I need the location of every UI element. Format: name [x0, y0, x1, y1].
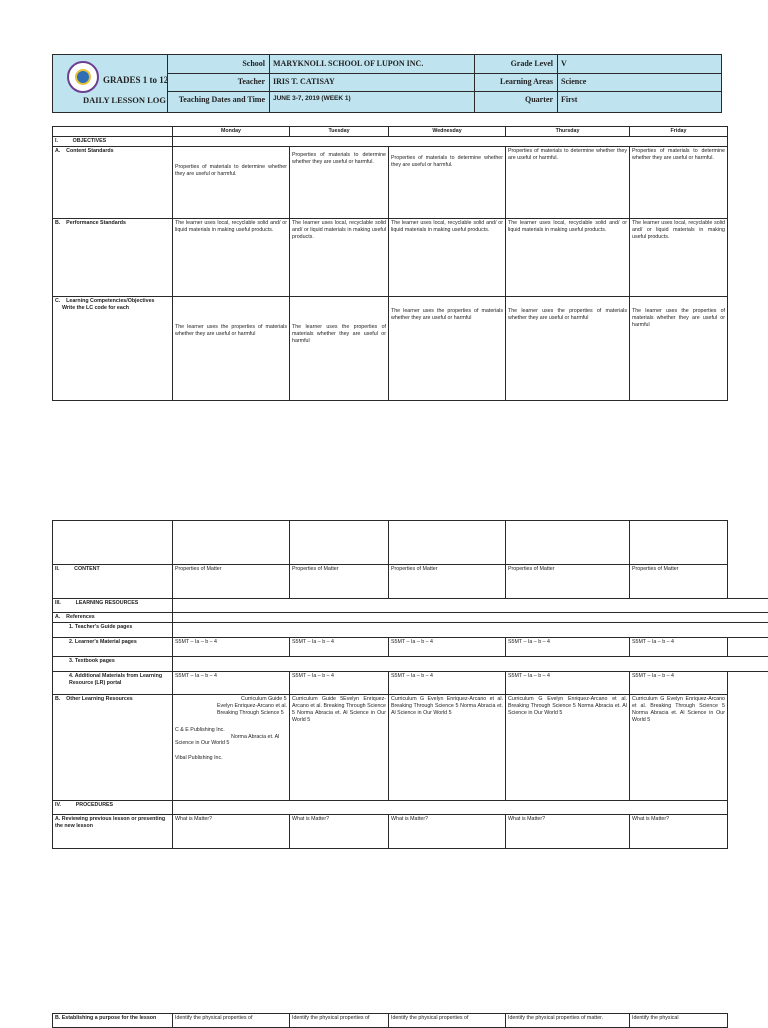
other-resources-cell: Curriculum G Evelyn Enriquez-Arcano et al. Breaking Through Science 5 Norma Abracia et. Al Science in Our World 5 [389, 695, 506, 801]
textbook-label: 3. Textbook pages [53, 657, 173, 672]
other-resources-cell: Curriculum G Evelyn Enriquez-Arcano et al. Breaking Through Science 5 Norma Abracia et. Al Science in Our World 5 [506, 695, 630, 801]
performance-standards-cell: The learner uses local, recyclable solid and/ or liquid materials in making useful products. [173, 218, 290, 296]
additional-materials-cell: S5MT – Ia – b – 4 [290, 672, 389, 695]
content-standards-label: A. Content Standards [53, 146, 173, 218]
other-resources-cell: Curriculum Guide 5 Evelyn Enriquez-Arcano et al. Breaking Through Science 5 C & E Publishing Inc. Norma Abracia et. Al Science in Our World 5 Vibal Publishing Inc. [173, 695, 290, 801]
learning-competencies-cell: The learner uses the properties of materials whether they are useful or harmful [630, 296, 728, 400]
reviewing-lesson-cell: What is Matter? [173, 815, 290, 849]
learners-material-cell: S5MT – Ia – b – 4 [290, 638, 389, 657]
content-standards-cell: Properties of materials to determine whether they are useful or harmful. [290, 146, 389, 218]
school-label: School [167, 59, 265, 68]
learners-material-cell: S5MT – Ia – b – 4 [630, 638, 728, 657]
learning-areas-label: Learning Areas [474, 77, 553, 86]
content-cell: Properties of Matter [506, 565, 630, 599]
blank-cell [173, 521, 290, 565]
content-standards-cell: Properties of materials to determine whether they are useful or harmful. [630, 146, 728, 218]
school-value: MARYKNOLL SCHOOL OF LUPON INC. [273, 59, 423, 68]
establishing-purpose-cell: Identify the physical properties of [389, 1014, 506, 1028]
content-cell: Properties of Matter [290, 565, 389, 599]
learning-competencies-cell: The learner uses the properties of materials whether they are useful or harmful [173, 296, 290, 400]
learners-material-cell: S5MT – Ia – b – 4 [173, 638, 290, 657]
reviewing-lesson-cell: What is Matter? [290, 815, 389, 849]
establishing-purpose-label: B. Establishing a purpose for the lesson [53, 1014, 173, 1028]
learners-material-cell: S5MT – Ia – b – 4 [389, 638, 506, 657]
deped-seal-icon [67, 61, 99, 93]
reviewing-lesson-label: A. Reviewing previous lesson or presenting the new lesson [53, 815, 173, 849]
content-section-title: II. CONTENT [53, 565, 173, 599]
establishing-purpose-cell: Identify the physical [630, 1014, 728, 1028]
additional-materials-cell: S5MT – Ia – b – 4 [173, 672, 290, 695]
teacher-value: IRIS T. CATISAY [273, 77, 335, 86]
learning-areas-value: Science [561, 77, 586, 86]
other-resources-cell: Curriculum G Evelyn Enriquez-Arcano et al. Breaking Through Science 5 Norma Abracia et. Al Science in Our World 5 [630, 695, 728, 801]
blank-cell [728, 565, 768, 599]
additional-materials-label: 4. Additional Materials from Learning Resource (LR) portal [53, 672, 173, 695]
establishing-purpose-cell: Identify the physical properties of matter. [506, 1014, 630, 1028]
performance-standards-cell: The learner uses local, recyclable solid and/ or liquid materials in making useful products. [506, 218, 630, 296]
content-standards-cell: Properties of materials to determine whether they are useful or harmful. [173, 146, 290, 218]
performance-standards-cell: The learner uses local, recyclable solid and/ or liquid materials in making useful products. [389, 218, 506, 296]
references-blank [173, 613, 768, 623]
teaching-dates-label: Teaching Dates and Time [167, 95, 265, 104]
teaching-dates-value: JUNE 3-7, 2019 (WEEK 1) [273, 95, 351, 102]
reviewing-lesson-cell: What is Matter? [506, 815, 630, 849]
learning-competencies-cell: The learner uses the properties of materials whether they are useful or harmful [290, 296, 389, 400]
reviewing-lesson-cell: What is Matter? [389, 815, 506, 849]
grade-level-value: V [561, 59, 567, 68]
textbook-blank [173, 657, 768, 672]
blank-cell [630, 521, 728, 565]
blank-cell [728, 521, 768, 565]
blank-cell [728, 672, 768, 695]
quarter-label: Quarter [474, 95, 553, 104]
grades-title: GRADES 1 to 12 [103, 75, 168, 85]
additional-materials-cell: S5MT – Ia – b – 4 [630, 672, 728, 695]
content-standards-cell: Properties of materials to determine whether they are useful or harmful. [506, 146, 630, 218]
learners-material-cell: S5MT – Ia – b – 4 [506, 638, 630, 657]
blank-cell [728, 801, 768, 815]
objectives-section-blank [173, 136, 728, 146]
additional-materials-cell: S5MT – Ia – b – 4 [389, 672, 506, 695]
other-resources-cell: Curriculum Guide 5Evelyn Enriquez-Arcano et al. Breaking Through Science 5 Norma Abracia et. Al Science in Our World 5 [290, 695, 389, 801]
day-header-monday: Monday [173, 127, 290, 137]
blank-corner [53, 127, 173, 137]
content-cell: Properties of Matter [630, 565, 728, 599]
learning-competencies-cell: The learner uses the properties of materials whether they are useful or harmful [389, 296, 506, 400]
blank-cell [290, 521, 389, 565]
performance-standards-label: B. Performance Standards [53, 218, 173, 296]
additional-materials-cell: S5MT – Ia – b – 4 [506, 672, 630, 695]
day-header-thursday: Thursday [506, 127, 630, 137]
blank-cell [728, 815, 768, 849]
grade-level-label: Grade Level [474, 59, 553, 68]
content-cell: Properties of Matter [173, 565, 290, 599]
establishing-purpose-cell: Identify the physical properties of [290, 1014, 389, 1028]
performance-standards-cell: The learner uses local, recyclable solid and/ or liquid materials in making useful products. [290, 218, 389, 296]
lesson-log-header [52, 54, 722, 113]
blank-cell [728, 695, 768, 801]
procedures-blank [173, 801, 728, 815]
learning-competencies-cell: The learner uses the properties of materials whether they are useful or harmful [506, 296, 630, 400]
blank-cell [389, 521, 506, 565]
content-resources-table [52, 520, 768, 849]
content-standards-cell: Properties of materials to determine whether they are useful or harmful. [389, 146, 506, 218]
day-header-friday: Friday [630, 127, 728, 137]
teachers-guide-label: 1. Teacher's Guide pages [53, 623, 173, 638]
learning-competencies-label: C. Learning Competencies/Objectives Write the LC code for each [53, 296, 173, 400]
teacher-label: Teacher [167, 77, 265, 86]
teachers-guide-blank [173, 623, 768, 638]
day-header-wednesday: Wednesday [389, 127, 506, 137]
blank-cell [728, 638, 768, 657]
learning-resources-title: III. LEARNING RESOURCES [53, 599, 173, 613]
objectives-section-title: I. OBJECTIVES [53, 136, 173, 146]
performance-standards-cell: The learner uses local, recyclable solid and/ or liquid materials in making useful products. [630, 218, 728, 296]
learning-competencies-sub: Write the LC code for each [55, 305, 129, 311]
references-label: A. References [53, 613, 173, 623]
content-cell: Properties of Matter [389, 565, 506, 599]
other-resources-label: B. Other Learning Resources [53, 695, 173, 801]
learning-resources-blank [173, 599, 768, 613]
procedures-title: IV. PROCEDURES [53, 801, 173, 815]
procedures-continued-table [52, 1013, 728, 1028]
blank-cell [53, 521, 173, 565]
establishing-purpose-cell: Identify the physical properties of [173, 1014, 290, 1028]
quarter-value: First [561, 95, 577, 104]
reviewing-lesson-cell: What is Matter? [630, 815, 728, 849]
objectives-table [52, 126, 728, 401]
day-header-tuesday: Tuesday [290, 127, 389, 137]
blank-cell [506, 521, 630, 565]
daily-lesson-log-title: DAILY LESSON LOG [83, 95, 166, 105]
learners-material-label: 2. Learner's Material pages [53, 638, 173, 657]
